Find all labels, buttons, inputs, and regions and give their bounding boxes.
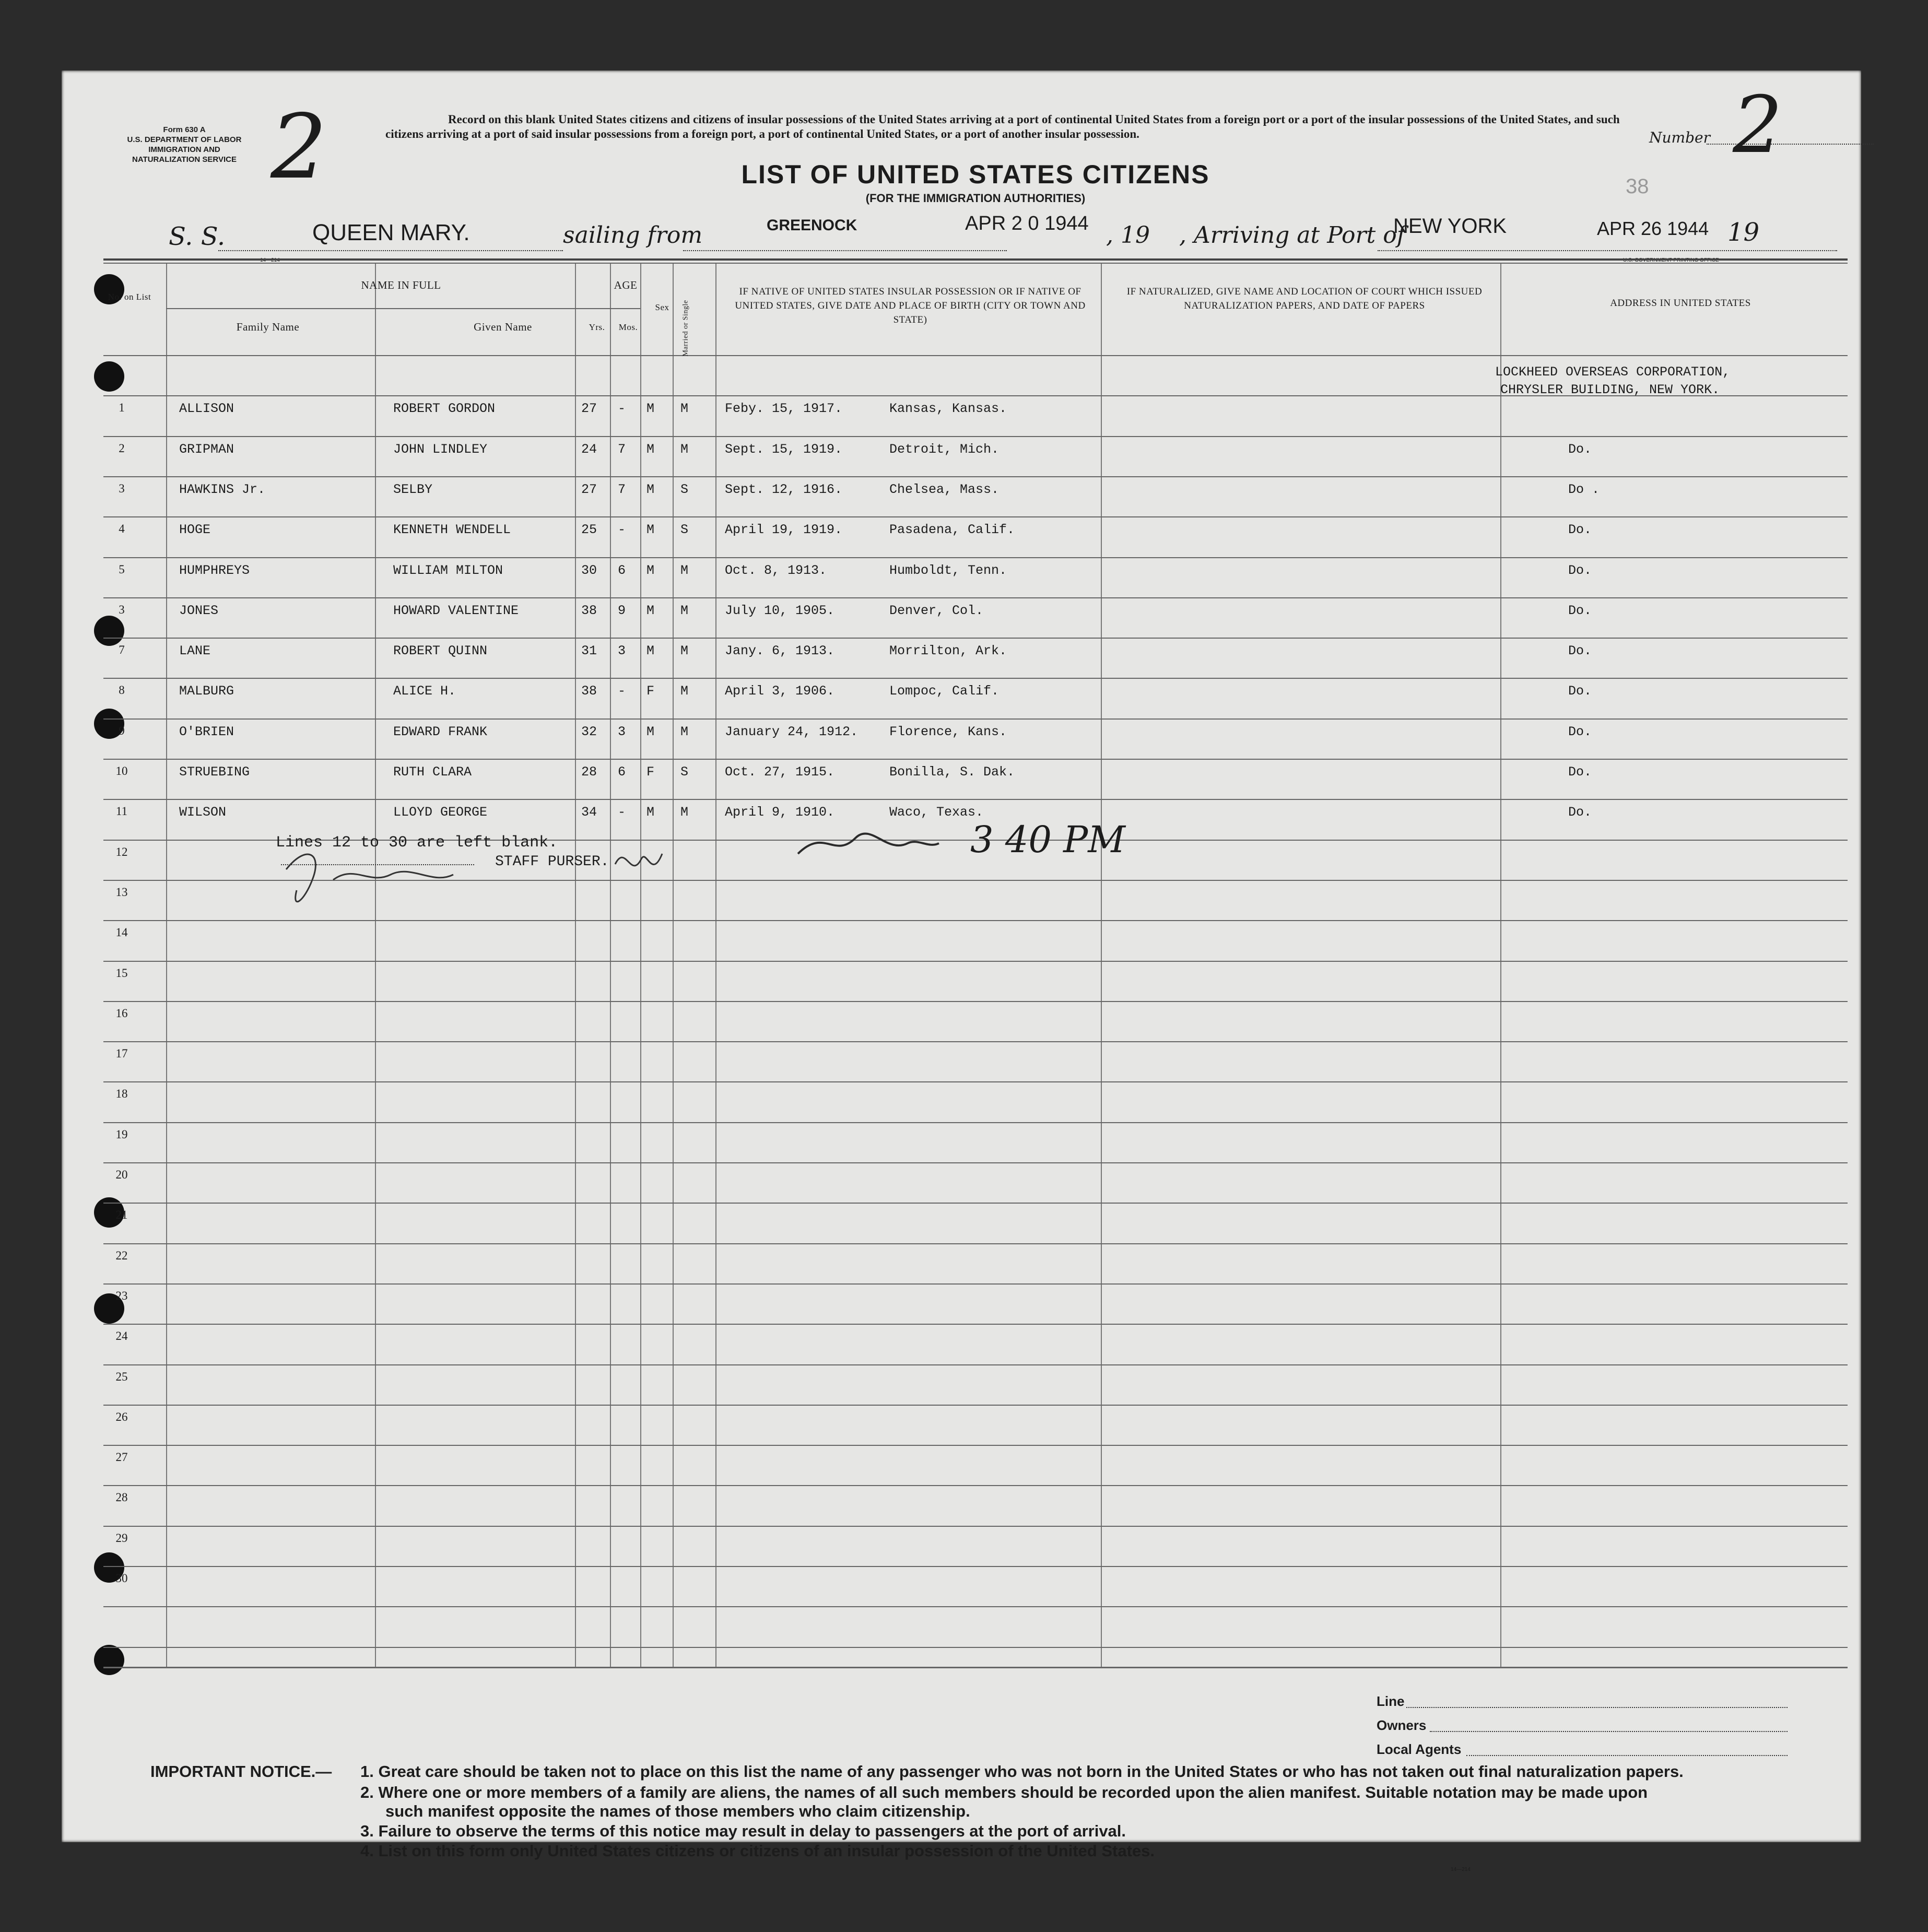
- cell-given: EDWARD FRANK: [393, 724, 488, 739]
- cell-birth-place: Bonilla, S. Dak.: [889, 764, 1015, 780]
- row-number: 18: [115, 1087, 128, 1101]
- year-label: , 19: [1106, 222, 1150, 249]
- handwritten-number: 2: [1733, 80, 1783, 171]
- cell-family: HUMPHREYS: [179, 562, 250, 578]
- row-rule: [103, 1081, 1848, 1082]
- purser-signature: [276, 833, 495, 916]
- header-name-in-full: NAME IN FULL: [361, 279, 441, 291]
- row-number: 22: [115, 1248, 128, 1262]
- row-rule: [103, 1283, 1848, 1285]
- row-number: 25: [115, 1370, 128, 1383]
- row-rule: [103, 355, 1848, 356]
- notice-item-2: 2. Where one or more members of a family are aliens, the names of all such members should be recorded upon the alien manifest. Suitable notation may be made upon: [360, 1783, 1648, 1801]
- arrival-year-label: 19: [1727, 218, 1760, 247]
- cell-birth-date: July 10, 1905.: [725, 603, 835, 618]
- cell-birth-place: Humboldt, Tenn.: [889, 562, 1007, 578]
- notice-heading: IMPORTANT NOTICE.—: [150, 1762, 332, 1781]
- row-rule: [103, 597, 1848, 598]
- row-rule: [103, 920, 1848, 921]
- header-sex: Sex: [655, 302, 669, 312]
- row-number: 20: [115, 1168, 128, 1181]
- row-number: 27: [115, 1451, 128, 1464]
- cell-ms: M: [680, 603, 689, 618]
- cell-birth-date: January 24, 1912.: [725, 724, 859, 739]
- record-instructions: Record on this blank United States citizens and citizens of insular possessions of the United States arriving at a port of continental United States from a foreign port or a port of the insular possessions of the United States, and such citizens arriving at a port of said insular possessions from a foreign port, a port of continental United States, or a port of another insular possession.: [385, 113, 1620, 140]
- form-identifier: [114, 125, 255, 164]
- row-rule: [103, 1243, 1848, 1244]
- cell-yrs: 25: [581, 522, 597, 538]
- cell-family: O'BRIEN: [179, 724, 234, 739]
- sailing-label: sailing from: [563, 222, 703, 249]
- ss-label: S. S.: [169, 222, 226, 251]
- cell-ms: M: [680, 684, 689, 699]
- header-years: Yrs.: [589, 322, 605, 332]
- row-rule: [103, 638, 1848, 639]
- cell-yrs: 38: [581, 684, 597, 699]
- row-rule: [103, 1606, 1848, 1607]
- row-rule: [103, 516, 1848, 517]
- departure-port: GREENOCK: [767, 217, 857, 234]
- cell-given: ROBERT QUINN: [393, 643, 488, 659]
- cell-address: LOCKHEED OVERSEAS CORPORATION,: [1495, 364, 1731, 380]
- cell-no: 9: [119, 724, 125, 737]
- cell-given: LLOYD GEORGE: [393, 805, 488, 820]
- number-label: Number: [1649, 129, 1710, 146]
- arrival-line: [1378, 250, 1837, 252]
- cell-no: 10: [115, 764, 128, 777]
- cell-ms: M: [680, 401, 689, 417]
- cell-no: 5: [119, 562, 125, 576]
- cell-yrs: 38: [581, 603, 597, 618]
- table-top-rule-2: [103, 263, 1848, 264]
- cell-given: RUTH CLARA: [393, 764, 472, 780]
- row-number: 24: [115, 1329, 128, 1343]
- cell-mos: 3: [618, 643, 626, 659]
- header-rule: [166, 308, 575, 309]
- row-rule: [103, 476, 1848, 477]
- cell-address: Do.: [1568, 805, 1592, 820]
- header-naturalization: IF NATURALIZED, GIVE NAME AND LOCATION OF COURT WHICH ISSUED NATURALIZATION PAPERS, AND DATE OF PAPERS: [1126, 286, 1483, 311]
- header-given-name: Given Name: [474, 321, 532, 333]
- cell-mos: -: [618, 805, 626, 820]
- row-rule: [103, 799, 1848, 800]
- header-place-of-birth: IF NATIVE OF UNITED STATES INSULAR POSSESSION OR IF NATIVE OF UNITED STATES, GIVE DATE AND PLACE OF BIRTH (CITY OR TOWN AND STATE): [735, 286, 1086, 325]
- header-family-name: Family Name: [236, 321, 300, 333]
- local-agents-label: Local Agents: [1377, 1741, 1462, 1757]
- row-rule: [103, 1647, 1848, 1648]
- punch-hole: [94, 1645, 124, 1675]
- notice-item-3: 3. Failure to observe the terms of this notice may result in delay to passengers at the port of arrival.: [360, 1822, 1126, 1840]
- row-rule: [103, 961, 1848, 962]
- cell-sex: M: [646, 481, 655, 497]
- cell-sex: M: [646, 643, 655, 659]
- number-line: [1707, 144, 1874, 146]
- column-rule: [673, 264, 674, 1667]
- ship-line: [218, 250, 563, 252]
- cell-address-line-2: CHRYSLER BUILDING, NEW YORK.: [1500, 382, 1720, 398]
- row-rule: [103, 759, 1848, 760]
- cell-no: 3: [119, 603, 125, 616]
- header-age: AGE: [614, 279, 638, 291]
- ship-name: QUEEN MARY.: [312, 220, 470, 245]
- row-rule: [103, 718, 1848, 720]
- row-number: 30: [115, 1572, 128, 1585]
- cell-ms: M: [680, 643, 689, 659]
- local-agents-field: [1466, 1755, 1788, 1756]
- department-name: U.S. DEPARTMENT OF LABOR: [127, 135, 242, 144]
- cell-no: 3: [119, 481, 125, 495]
- manifest-sheet: [62, 70, 1861, 1872]
- row-rule: [103, 1405, 1848, 1406]
- row-number: 12: [115, 845, 128, 858]
- cell-mos: 9: [618, 603, 626, 618]
- arriving-label: , Arriving at Port of: [1179, 222, 1405, 249]
- row-rule: [103, 1162, 1848, 1163]
- cell-given: HOWARD VALENTINE: [393, 603, 519, 618]
- cell-ms: M: [680, 805, 689, 820]
- column-rule: [715, 264, 716, 1667]
- cell-birth-place: Kansas, Kansas.: [889, 401, 1007, 417]
- departure-date: APR 2 0 1944: [965, 213, 1089, 234]
- cell-no: 2: [119, 441, 125, 455]
- cell-birth-place: Waco, Texas.: [889, 805, 984, 820]
- column-rule: [166, 264, 167, 1667]
- row-rule: [103, 436, 1848, 437]
- cell-given: JOHN LINDLEY: [393, 441, 488, 457]
- cell-family: HAWKINS Jr.: [179, 481, 266, 497]
- row-rule: [103, 1485, 1848, 1486]
- cell-yrs: 32: [581, 724, 597, 739]
- row-rule: [103, 1324, 1848, 1325]
- cell-family: MALBURG: [179, 684, 234, 699]
- cell-family: GRIPMAN: [179, 441, 234, 457]
- cell-address: Do.: [1568, 441, 1592, 457]
- cell-sex: M: [646, 401, 655, 417]
- cell-birth-date: Feby. 15, 1917.: [725, 401, 843, 417]
- line-label: Line: [1377, 1693, 1405, 1709]
- cell-family: STRUEBING: [179, 764, 250, 780]
- cell-yrs: 31: [581, 643, 597, 659]
- notice-item-2-continued: such manifest opposite the names of those members who claim citizenship.: [385, 1802, 970, 1820]
- row-number: 19: [115, 1127, 128, 1141]
- punch-hole: [94, 616, 124, 646]
- row-rule: [103, 1041, 1848, 1042]
- cell-ms: M: [680, 441, 689, 457]
- row-rule: [103, 1364, 1848, 1365]
- form-id: Form 630 A: [163, 125, 206, 134]
- cell-mos: 3: [618, 724, 626, 739]
- row-number: 28: [115, 1491, 128, 1504]
- owners-field: [1430, 1731, 1788, 1732]
- header-married-or-single: Married or Single: [681, 300, 690, 357]
- cell-ms: M: [680, 562, 689, 578]
- column-rule: [610, 264, 611, 1667]
- column-rule: [1500, 264, 1501, 1667]
- owners-label: Owners: [1377, 1717, 1427, 1733]
- cell-address: Do.: [1568, 603, 1592, 618]
- cell-given: SELBY: [393, 481, 433, 497]
- cell-no: 7: [119, 643, 125, 657]
- cell-given: ALICE H.: [393, 684, 456, 699]
- punch-hole: [94, 361, 124, 392]
- row-rule: [103, 1001, 1848, 1002]
- cell-birth-date: April 19, 1919.: [725, 522, 843, 538]
- cell-birth-place: Chelsea, Mass.: [889, 481, 1000, 497]
- cell-address: Do .: [1568, 481, 1600, 497]
- cell-sex: M: [646, 441, 655, 457]
- form-code-footer: 14—214: [1451, 1867, 1471, 1872]
- service-name: IMMIGRATION AND NATURALIZATION SERVICE: [132, 145, 237, 164]
- row-number: 14: [115, 926, 128, 939]
- column-rule: [375, 264, 376, 1667]
- handwritten-sheet-mark: 2: [271, 96, 327, 199]
- cell-no: 11: [115, 805, 128, 818]
- cell-address: Do.: [1568, 522, 1592, 538]
- cell-yrs: 27: [581, 401, 597, 417]
- line-field: [1406, 1707, 1788, 1708]
- blank-lines-note: Lines 12 to 30 are left blank.: [276, 834, 558, 852]
- cell-birth-date: April 9, 1910.: [725, 805, 835, 820]
- row-number: 23: [115, 1289, 128, 1302]
- cell-no: 1: [119, 401, 125, 415]
- handwritten-time: 3 40 PM: [970, 818, 1125, 861]
- cell-birth-date: Oct. 27, 1915.: [725, 764, 835, 780]
- row-number: 15: [115, 966, 128, 980]
- cell-sex: M: [646, 562, 655, 578]
- cell-family: ALLISON: [179, 401, 234, 417]
- cell-sex: M: [646, 805, 655, 820]
- header-address: ADDRESS IN UNITED STATES: [1610, 298, 1751, 309]
- cell-yrs: 30: [581, 562, 597, 578]
- cell-sex: M: [646, 522, 655, 538]
- row-number: 21: [115, 1208, 128, 1222]
- cell-birth-place: Lompoc, Calif.: [889, 684, 1000, 699]
- cell-birth-date: Sept. 12, 1916.: [725, 481, 843, 497]
- header-months: Mos.: [618, 322, 638, 332]
- form-title: LIST OF UNITED STATES CITIZENS: [741, 160, 1210, 189]
- cell-birth-place: Morrilton, Ark.: [889, 643, 1007, 659]
- cell-mos: 7: [618, 481, 626, 497]
- cell-yrs: 27: [581, 481, 597, 497]
- row-rule: [103, 1122, 1848, 1123]
- row-number: 26: [115, 1410, 128, 1423]
- cell-mos: -: [618, 401, 626, 417]
- cell-sex: F: [646, 684, 655, 699]
- page-mark: 38: [1626, 175, 1649, 198]
- row-number: 13: [115, 885, 128, 899]
- table-top-rule: [103, 258, 1848, 261]
- cell-sex: M: [646, 724, 655, 739]
- column-rule: [1101, 264, 1102, 1667]
- cell-ms: S: [680, 522, 689, 538]
- cell-mos: 6: [618, 764, 626, 780]
- cell-family: HOGE: [179, 522, 211, 538]
- cell-address: Do.: [1568, 724, 1592, 739]
- cell-family: LANE: [179, 643, 211, 659]
- cell-yrs: 34: [581, 805, 597, 820]
- cell-address: Do.: [1568, 643, 1592, 659]
- cell-birth-date: April 3, 1906.: [725, 684, 835, 699]
- cell-no: 8: [119, 684, 125, 697]
- cell-given: ROBERT GORDON: [393, 401, 496, 417]
- cell-yrs: 24: [581, 441, 597, 457]
- cell-ms: S: [680, 764, 689, 780]
- form-subtitle: (FOR THE IMMIGRATION AUTHORITIES): [865, 192, 1086, 205]
- cell-mos: -: [618, 522, 626, 538]
- notice-item-4: 4. List on this form only United States citizens or citizens of an insular possession of the United States.: [360, 1842, 1155, 1860]
- cell-birth-place: Pasadena, Calif.: [889, 522, 1015, 538]
- purser-initials: [610, 843, 673, 885]
- arrival-port: NEW YORK: [1393, 215, 1507, 238]
- notice-item-1: 1. Great care should be taken not to place on this list the name of any passenger who was not born in the United States or who has not taken out final naturalization papers.: [360, 1762, 1684, 1781]
- cell-family: WILSON: [179, 805, 227, 820]
- cell-no: 4: [119, 522, 125, 536]
- cell-given: WILLIAM MILTON: [393, 562, 503, 578]
- cell-sex: M: [646, 603, 655, 618]
- cell-address: Do.: [1568, 684, 1592, 699]
- table-bottom-rule: [103, 1667, 1848, 1668]
- cell-mos: 6: [618, 562, 626, 578]
- cell-given: KENNETH WENDELL: [393, 522, 511, 538]
- row-rule: [103, 1566, 1848, 1567]
- cell-birth-place: Detroit, Mich.: [889, 441, 1000, 457]
- header-rule: [575, 308, 640, 309]
- column-rule: [575, 264, 576, 1667]
- row-rule: [103, 557, 1848, 558]
- row-number: 16: [115, 1006, 128, 1020]
- cell-yrs: 28: [581, 764, 597, 780]
- cell-birth-place: Denver, Col.: [889, 603, 984, 618]
- cell-mos: -: [618, 684, 626, 699]
- cell-address: Do.: [1568, 764, 1592, 780]
- cell-family: JONES: [179, 603, 219, 618]
- header-no-on-list: No. on List: [108, 292, 151, 302]
- cell-birth-date: Oct. 8, 1913.: [725, 562, 827, 578]
- row-rule: [103, 1203, 1848, 1204]
- column-rule: [640, 264, 641, 1667]
- cell-birth-place: Florence, Kans.: [889, 724, 1007, 739]
- cell-sex: F: [646, 764, 655, 780]
- row-number: 17: [115, 1047, 128, 1061]
- row-number: 29: [115, 1531, 128, 1545]
- cell-birth-date: Jany. 6, 1913.: [725, 643, 835, 659]
- cell-ms: M: [680, 724, 689, 739]
- staff-purser-label: STAFF PURSER.: [495, 854, 609, 870]
- row-rule: [103, 1526, 1848, 1527]
- port-line: [683, 250, 1007, 252]
- cell-mos: 7: [618, 441, 626, 457]
- cell-address: Do.: [1568, 562, 1592, 578]
- cell-birth-date: Sept. 15, 1919.: [725, 441, 843, 457]
- row-rule: [103, 678, 1848, 679]
- row-rule: [103, 1445, 1848, 1446]
- arrival-date: APR 26 1944: [1597, 218, 1709, 239]
- cell-ms: S: [680, 481, 689, 497]
